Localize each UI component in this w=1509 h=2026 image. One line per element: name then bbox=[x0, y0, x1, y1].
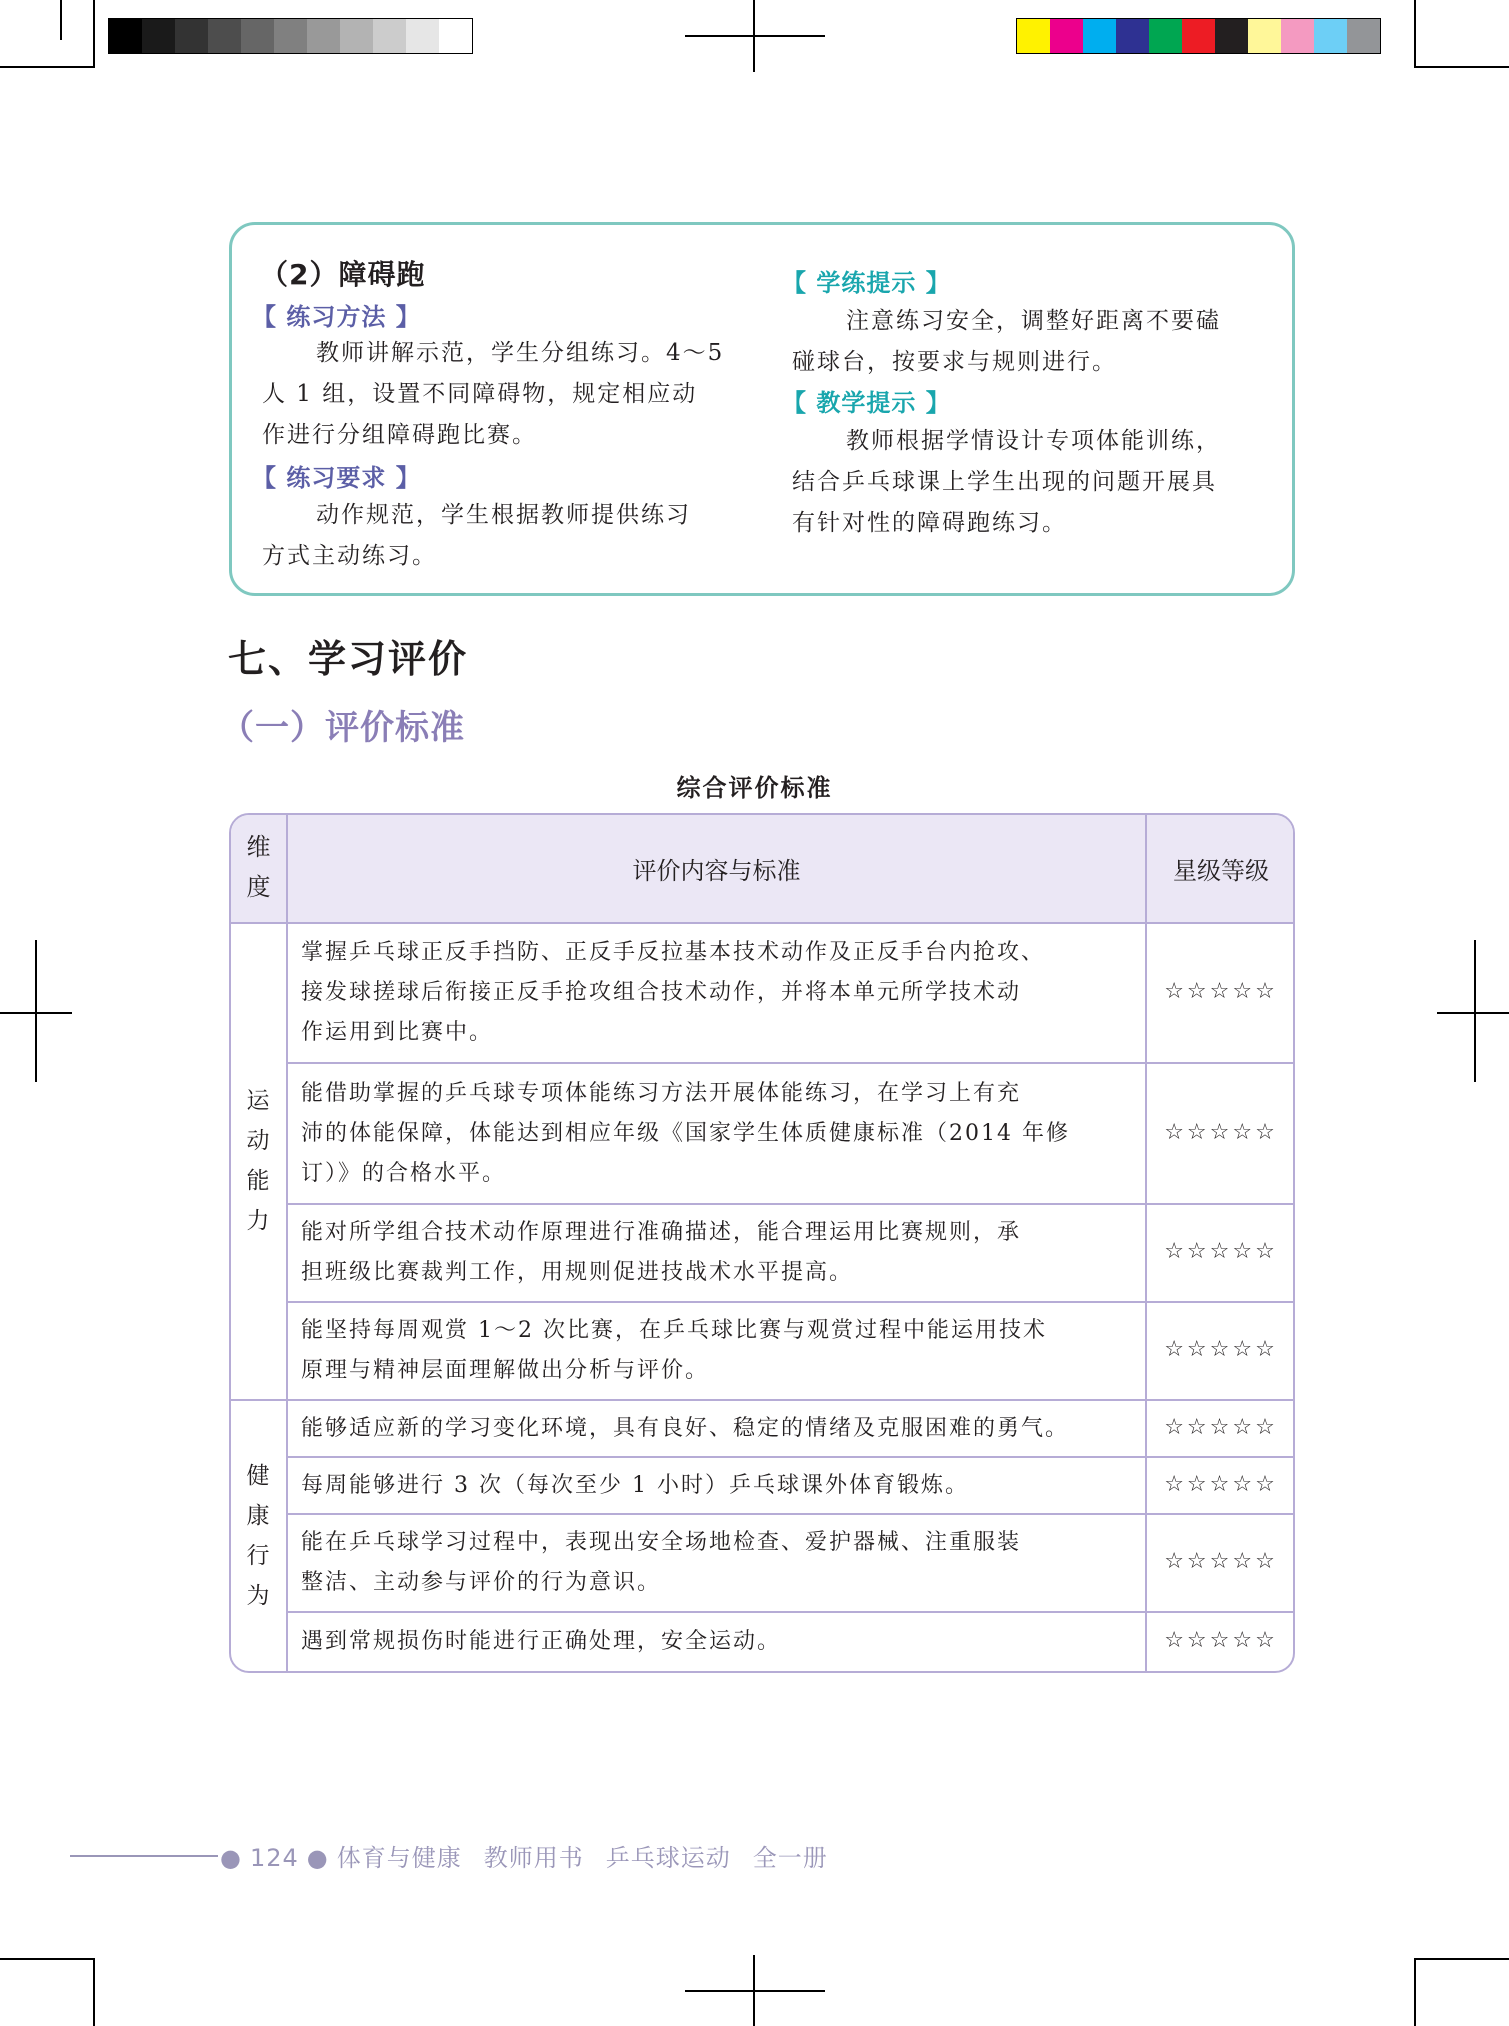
criterion-text bbox=[301, 1523, 1136, 1603]
color-swatch bbox=[1083, 19, 1116, 53]
teach-tip-line: 教师根据学情设计专项体能训练， bbox=[846, 428, 1221, 454]
star-rating: ☆☆☆☆☆ bbox=[1164, 1471, 1278, 1497]
unit-title: 乒乓球运动 bbox=[605, 1844, 731, 1872]
color-swatch bbox=[1050, 19, 1083, 53]
criterion-text bbox=[301, 1466, 1136, 1506]
criterion-line: 掌握乒乓球正反手挡防、正反手反拉基本技术动作及正反手台内抢攻、 bbox=[301, 939, 1046, 965]
gray-swatch bbox=[109, 19, 142, 53]
gray-swatch bbox=[373, 19, 406, 53]
criterion-text bbox=[301, 1074, 1136, 1194]
method-line: 教师讲解示范，学生分组练习。4～5 bbox=[316, 340, 725, 366]
evaluation-table bbox=[229, 813, 1295, 1673]
footer-bullet: ● bbox=[306, 1844, 329, 1872]
criterion-line: 遇到常规损伤时能进行正确处理，安全运动。 bbox=[301, 1628, 782, 1654]
footer-rule bbox=[70, 1855, 218, 1857]
criterion-text bbox=[301, 933, 1136, 1053]
book-type: 教师用书 bbox=[483, 1844, 584, 1872]
dimension-label: 健 康 行 为 bbox=[246, 1462, 270, 1609]
criterion-line: 能坚持每周观赏 1～2 次比赛，在乒乓球比赛与观赏过程中能运用技术 bbox=[301, 1318, 1047, 1343]
color-swatch bbox=[1017, 19, 1050, 53]
criterion-line: 能够适应新的学习变化环境，具有良好、稳定的情绪及克服困难的勇气。 bbox=[301, 1415, 1070, 1441]
criterion-text bbox=[301, 1409, 1136, 1449]
header-rating: 星级等级 bbox=[1173, 857, 1269, 885]
header-dimension-text: 维 度 bbox=[246, 833, 271, 901]
subsection-heading: （一）评价标准 bbox=[220, 708, 465, 748]
criterion-text bbox=[301, 1622, 1136, 1662]
gray-swatch bbox=[274, 19, 307, 53]
method-text bbox=[262, 333, 742, 456]
row-divider bbox=[286, 1611, 1295, 1613]
criterion-line: 能借助掌握的乒乓球专项体能练习方法开展体能练习，在学习上有充 bbox=[301, 1080, 1022, 1106]
gray-swatch bbox=[142, 19, 175, 53]
page-footer bbox=[220, 1838, 850, 1873]
header-content: 评价内容与标准 bbox=[632, 857, 801, 885]
gray-swatch bbox=[241, 19, 274, 53]
star-rating: ☆☆☆☆☆ bbox=[1164, 978, 1278, 1004]
color-swatch bbox=[1314, 19, 1347, 53]
table-title: 综合评价标准 bbox=[676, 774, 833, 802]
color-swatch bbox=[1347, 19, 1380, 53]
color-swatch bbox=[1215, 19, 1248, 53]
criterion-line: 能在乒乓球学习过程中，表现出安全场地检查、爱护器械、注重服装 bbox=[301, 1530, 1022, 1555]
study-tip-text bbox=[792, 301, 1272, 383]
page-number: 124 bbox=[249, 1844, 299, 1872]
star-rating: ☆☆☆☆☆ bbox=[1164, 1549, 1278, 1574]
star-rating: ☆☆☆☆☆ bbox=[1164, 1239, 1278, 1264]
footer-bullet: ● bbox=[220, 1844, 242, 1872]
gray-swatch bbox=[208, 19, 241, 53]
volume-label: 全一册 bbox=[752, 1844, 828, 1872]
method-tag: 【 练习方法 】 bbox=[252, 303, 421, 331]
dimension-label: 运 动 能 力 bbox=[246, 1088, 270, 1234]
color-swatch bbox=[1149, 19, 1182, 53]
criterion-line: 整洁、主动参与评价的行为意识。 bbox=[301, 1570, 662, 1595]
practice-tip-box bbox=[229, 222, 1295, 596]
grayscale-color-bar bbox=[108, 18, 473, 54]
gray-swatch bbox=[175, 19, 208, 53]
gray-swatch bbox=[307, 19, 340, 53]
row-divider bbox=[286, 1062, 1295, 1064]
row-divider bbox=[286, 1456, 1295, 1458]
color-swatch bbox=[1182, 19, 1215, 53]
criterion-line: 接发球搓球后衔接正反手抢攻组合技术动作，并将本单元所学技术动 bbox=[301, 979, 1022, 1005]
criterion-line: 担班级比赛裁判工作，用规则促进技战术水平提高。 bbox=[301, 1260, 854, 1285]
criterion-line: 能对所学组合技术动作原理进行准确描述，能合理运用比赛规则，承 bbox=[301, 1220, 1022, 1245]
gray-swatch bbox=[439, 19, 472, 53]
requirement-tag: 【 练习要求 】 bbox=[252, 464, 421, 492]
teach-tip-tag: 【 教学提示 】 bbox=[782, 389, 951, 417]
study-tip-tag: 【 学练提示 】 bbox=[782, 269, 951, 297]
exercise-title: （2）障碍跑 bbox=[260, 258, 426, 291]
study-tip-line: 碰球台，按要求与规则进行。 bbox=[792, 349, 1117, 375]
teach-tip-line: 结合乒乓球课上学生出现的问题开展具 bbox=[792, 469, 1217, 495]
criterion-text bbox=[301, 1213, 1136, 1293]
color-swatch bbox=[1281, 19, 1314, 53]
star-rating: ☆☆☆☆☆ bbox=[1164, 1337, 1278, 1362]
cmyk-color-bar bbox=[1016, 18, 1381, 54]
gray-swatch bbox=[340, 19, 373, 53]
criterion-line: 作运用到比赛中。 bbox=[301, 1019, 494, 1045]
color-swatch bbox=[1248, 19, 1281, 53]
criterion-line: 沛的体能保障，体能达到相应年级《国家学生体质健康标准（2014 年修 bbox=[301, 1120, 1070, 1146]
teach-tip-text bbox=[792, 421, 1272, 544]
criterion-text bbox=[301, 1311, 1136, 1391]
book-title: 体育与健康 bbox=[336, 1844, 462, 1872]
requirement-text bbox=[262, 495, 742, 577]
column-divider bbox=[286, 815, 288, 1671]
criterion-line: 订）》的合格水平。 bbox=[301, 1160, 507, 1186]
row-divider bbox=[231, 1399, 1295, 1401]
star-rating: ☆☆☆☆☆ bbox=[1164, 1414, 1278, 1440]
teach-tip-line: 有针对性的障碍跑练习。 bbox=[792, 510, 1067, 536]
row-divider bbox=[286, 1301, 1295, 1303]
row-divider bbox=[286, 1203, 1295, 1205]
row-divider bbox=[286, 1513, 1295, 1515]
star-rating: ☆☆☆☆☆ bbox=[1164, 1627, 1278, 1653]
requirement-line: 动作规范，学生根据教师提供练习 bbox=[316, 502, 691, 528]
gray-swatch bbox=[406, 19, 439, 53]
header-dimension bbox=[231, 827, 286, 907]
method-line: 人 1 组，设置不同障碍物，规定相应动 bbox=[262, 381, 698, 407]
study-tip-line: 注意练习安全，调整好距离不要磕 bbox=[846, 308, 1221, 334]
criterion-line: 每周能够进行 3 次（每次至少 1 小时）乒乓球课外体育锻炼。 bbox=[301, 1472, 969, 1498]
requirement-line: 方式主动练习。 bbox=[262, 543, 437, 569]
section-heading: 七、学习评价 bbox=[228, 636, 469, 681]
criterion-line: 原理与精神层面理解做出分析与评价。 bbox=[301, 1358, 710, 1383]
method-line: 作进行分组障碍跑比赛。 bbox=[262, 422, 537, 448]
star-rating: ☆☆☆☆☆ bbox=[1164, 1119, 1278, 1145]
color-swatch bbox=[1116, 19, 1149, 53]
